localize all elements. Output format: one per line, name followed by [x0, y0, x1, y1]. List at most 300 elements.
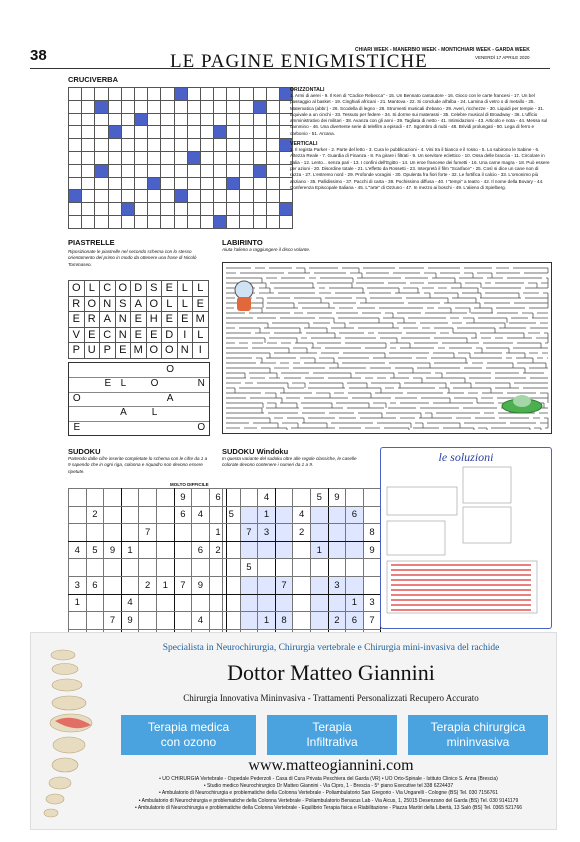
- sudoku-cell[interactable]: [192, 559, 210, 577]
- sudoku-cell[interactable]: [328, 594, 346, 612]
- sudoku-cell[interactable]: [293, 576, 311, 594]
- sudoku-cell[interactable]: [240, 594, 258, 612]
- sudoku-cell[interactable]: [121, 506, 139, 524]
- crossword-cell[interactable]: [227, 88, 240, 101]
- crossword-cell[interactable]: [174, 113, 187, 126]
- crossword-cell[interactable]: [69, 100, 82, 113]
- crossword-cell[interactable]: [174, 139, 187, 152]
- crossword-cell[interactable]: [134, 88, 147, 101]
- sudoku-cell[interactable]: 6: [174, 506, 192, 524]
- sudoku-cell[interactable]: 7: [139, 524, 157, 542]
- crossword-cell[interactable]: [214, 139, 227, 152]
- crossword-cell[interactable]: [134, 215, 147, 228]
- crossword-cell[interactable]: [82, 190, 95, 203]
- sudoku-cell[interactable]: 6: [209, 489, 227, 507]
- sudoku-cell[interactable]: [86, 594, 104, 612]
- crossword-cell[interactable]: [240, 203, 253, 216]
- crossword-cell[interactable]: [227, 139, 240, 152]
- crossword-cell[interactable]: [253, 113, 266, 126]
- sudoku-cell[interactable]: 4: [192, 506, 210, 524]
- crossword-cell[interactable]: [214, 151, 227, 164]
- crossword-cell[interactable]: [82, 113, 95, 126]
- crossword-cell[interactable]: [161, 203, 174, 216]
- crossword-cell[interactable]: [108, 88, 121, 101]
- crossword-cell[interactable]: [240, 113, 253, 126]
- crossword-cell[interactable]: [227, 164, 240, 177]
- sudoku-cell[interactable]: 6: [192, 541, 210, 559]
- crossword-cell[interactable]: [200, 151, 213, 164]
- sudoku-cell[interactable]: [121, 524, 139, 542]
- crossword-cell[interactable]: [95, 113, 108, 126]
- crossword-cell[interactable]: [69, 177, 82, 190]
- sudoku-cell[interactable]: [258, 576, 276, 594]
- sudoku-cell[interactable]: 3: [258, 524, 276, 542]
- crossword-cell[interactable]: [214, 177, 227, 190]
- sudoku-cell[interactable]: 6: [86, 576, 104, 594]
- sudoku-cell[interactable]: 4: [192, 612, 210, 630]
- crossword-cell[interactable]: [161, 215, 174, 228]
- crossword-cell[interactable]: [134, 151, 147, 164]
- sudoku-cell[interactable]: 9: [192, 576, 210, 594]
- crossword-cell[interactable]: [82, 203, 95, 216]
- sudoku-cell[interactable]: [240, 612, 258, 630]
- sudoku-cell[interactable]: [121, 559, 139, 577]
- sudoku-cell[interactable]: [293, 559, 311, 577]
- sudoku-cell[interactable]: [258, 594, 276, 612]
- sudoku-cell[interactable]: [223, 524, 241, 542]
- sudoku-cell[interactable]: [86, 524, 104, 542]
- sudoku-cell[interactable]: 7: [104, 612, 122, 630]
- crossword-cell[interactable]: [69, 88, 82, 101]
- crossword-cell[interactable]: [214, 203, 227, 216]
- crossword-cell[interactable]: [69, 151, 82, 164]
- crossword-cell[interactable]: [95, 151, 108, 164]
- sudoku-cell[interactable]: [104, 594, 122, 612]
- crossword-cell[interactable]: [148, 203, 161, 216]
- crossword-cell[interactable]: [148, 151, 161, 164]
- ad-website-link[interactable]: www.matteogiannini.com: [248, 757, 414, 774]
- sudoku-cell[interactable]: [69, 559, 87, 577]
- sudoku-cell[interactable]: 7: [275, 576, 293, 594]
- sudoku-cell[interactable]: [275, 594, 293, 612]
- crossword-cell[interactable]: [240, 164, 253, 177]
- sudoku-cell[interactable]: [69, 612, 87, 630]
- sudoku-cell[interactable]: [223, 541, 241, 559]
- crossword-cell[interactable]: [121, 126, 134, 139]
- maze[interactable]: [222, 262, 552, 434]
- crossword-cell[interactable]: [161, 177, 174, 190]
- sudoku-cell[interactable]: 7: [363, 612, 381, 630]
- piastrelle-answer-grid[interactable]: [68, 362, 210, 436]
- crossword-cell[interactable]: [121, 100, 134, 113]
- crossword-cell[interactable]: [148, 164, 161, 177]
- crossword-cell[interactable]: [174, 203, 187, 216]
- sudoku-cell[interactable]: [86, 612, 104, 630]
- crossword-cell[interactable]: [82, 100, 95, 113]
- sudoku-cell[interactable]: [223, 594, 241, 612]
- sudoku-cell[interactable]: 1: [258, 506, 276, 524]
- sudoku-cell[interactable]: [139, 594, 157, 612]
- crossword-cell[interactable]: [108, 164, 121, 177]
- crossword-cell[interactable]: [200, 190, 213, 203]
- infiltrative-therapy-button[interactable]: [267, 715, 397, 755]
- sudoku-cell[interactable]: [328, 541, 346, 559]
- crossword-cell[interactable]: [200, 164, 213, 177]
- crossword-cell[interactable]: [253, 190, 266, 203]
- crossword-cell[interactable]: [69, 215, 82, 228]
- sudoku-cell[interactable]: 9: [363, 541, 381, 559]
- crossword-cell[interactable]: [134, 190, 147, 203]
- crossword-cell[interactable]: [161, 190, 174, 203]
- sudoku-grid[interactable]: [68, 488, 227, 647]
- sudoku-cell[interactable]: [293, 594, 311, 612]
- crossword-cell[interactable]: [214, 190, 227, 203]
- sudoku-cell[interactable]: [174, 559, 192, 577]
- sudoku-cell[interactable]: 3: [363, 594, 381, 612]
- sudoku-cell[interactable]: [275, 506, 293, 524]
- sudoku-cell[interactable]: [310, 524, 328, 542]
- crossword-cell[interactable]: [227, 126, 240, 139]
- crossword-cell[interactable]: [253, 177, 266, 190]
- sudoku-cell[interactable]: [69, 524, 87, 542]
- sudoku-cell[interactable]: [258, 559, 276, 577]
- crossword-cell[interactable]: [187, 126, 200, 139]
- sudoku-cell[interactable]: 3: [328, 576, 346, 594]
- crossword-cell[interactable]: [240, 139, 253, 152]
- sudoku-cell[interactable]: [346, 576, 364, 594]
- crossword-cell[interactable]: [266, 126, 279, 139]
- sudoku-cell[interactable]: 9: [174, 489, 192, 507]
- sudoku-cell[interactable]: 9: [121, 612, 139, 630]
- crossword-cell[interactable]: [95, 177, 108, 190]
- sudoku-cell[interactable]: [275, 489, 293, 507]
- crossword-cell[interactable]: [148, 190, 161, 203]
- sudoku-cell[interactable]: 8: [363, 524, 381, 542]
- sudoku-cell[interactable]: [275, 524, 293, 542]
- sudoku-cell[interactable]: [174, 524, 192, 542]
- crossword-cell[interactable]: [266, 139, 279, 152]
- crossword-cell[interactable]: [121, 151, 134, 164]
- sudoku-cell[interactable]: [363, 506, 381, 524]
- crossword-cell[interactable]: [82, 126, 95, 139]
- crossword-cell[interactable]: [266, 215, 279, 228]
- sudoku-cell[interactable]: 1: [346, 594, 364, 612]
- crossword-cell[interactable]: [134, 164, 147, 177]
- sudoku-cell[interactable]: [275, 541, 293, 559]
- crossword-cell[interactable]: [187, 215, 200, 228]
- crossword-cell[interactable]: [187, 139, 200, 152]
- crossword-cell[interactable]: [69, 203, 82, 216]
- sudoku-cell[interactable]: [328, 559, 346, 577]
- crossword-cell[interactable]: [187, 100, 200, 113]
- crossword-cell[interactable]: [227, 113, 240, 126]
- sudoku-cell[interactable]: [174, 594, 192, 612]
- crossword-cell[interactable]: [95, 88, 108, 101]
- sudoku-cell[interactable]: [310, 559, 328, 577]
- crossword-cell[interactable]: [214, 164, 227, 177]
- sudoku-cell[interactable]: [293, 489, 311, 507]
- crossword-cell[interactable]: [69, 126, 82, 139]
- crossword-cell[interactable]: [108, 100, 121, 113]
- crossword-cell[interactable]: [174, 177, 187, 190]
- sudoku-cell[interactable]: [121, 576, 139, 594]
- crossword-cell[interactable]: [108, 203, 121, 216]
- crossword-cell[interactable]: [82, 151, 95, 164]
- crossword-cell[interactable]: [266, 164, 279, 177]
- sudoku-cell[interactable]: [104, 506, 122, 524]
- crossword-cell[interactable]: [200, 139, 213, 152]
- crossword-cell[interactable]: [95, 203, 108, 216]
- sudoku-cell[interactable]: 2: [293, 524, 311, 542]
- sudoku-cell[interactable]: 6: [346, 612, 364, 630]
- crossword-cell[interactable]: [214, 113, 227, 126]
- crossword-cell[interactable]: [148, 139, 161, 152]
- crossword-cell[interactable]: [266, 203, 279, 216]
- crossword-cell[interactable]: [240, 100, 253, 113]
- crossword-cell[interactable]: [187, 113, 200, 126]
- sudoku-cell[interactable]: 1: [156, 576, 174, 594]
- crossword-cell[interactable]: [82, 164, 95, 177]
- sudoku-cell[interactable]: [293, 612, 311, 630]
- sudoku-cell[interactable]: [310, 576, 328, 594]
- crossword-cell[interactable]: [187, 177, 200, 190]
- advertisement[interactable]: [30, 632, 557, 830]
- crossword-cell[interactable]: [161, 100, 174, 113]
- surgical-therapy-button[interactable]: [408, 715, 548, 755]
- crossword-cell[interactable]: [253, 139, 266, 152]
- sudoku-cell[interactable]: [223, 612, 241, 630]
- crossword-cell[interactable]: [134, 177, 147, 190]
- sudoku-cell[interactable]: [346, 541, 364, 559]
- sudoku-cell[interactable]: [346, 559, 364, 577]
- sudoku-cell[interactable]: [139, 506, 157, 524]
- sudoku-cell[interactable]: [363, 559, 381, 577]
- sudoku-cell[interactable]: [328, 524, 346, 542]
- crossword-cell[interactable]: [108, 139, 121, 152]
- crossword-cell[interactable]: [134, 126, 147, 139]
- sudoku-cell[interactable]: 9: [104, 541, 122, 559]
- crossword-cell[interactable]: [200, 215, 213, 228]
- ozone-therapy-button[interactable]: [121, 715, 256, 755]
- crossword-cell[interactable]: [82, 215, 95, 228]
- sudoku-cell[interactable]: [240, 489, 258, 507]
- crossword-cell[interactable]: [108, 215, 121, 228]
- crossword-cell[interactable]: [187, 88, 200, 101]
- sudoku-cell[interactable]: [240, 506, 258, 524]
- sudoku-cell[interactable]: [192, 594, 210, 612]
- sudoku-cell[interactable]: 7: [240, 524, 258, 542]
- sudoku-cell[interactable]: 2: [86, 506, 104, 524]
- crossword-cell[interactable]: [214, 88, 227, 101]
- crossword-cell[interactable]: [253, 203, 266, 216]
- crossword-cell[interactable]: [200, 126, 213, 139]
- sudoku-cell[interactable]: [139, 489, 157, 507]
- crossword-cell[interactable]: [148, 126, 161, 139]
- sudoku-cell[interactable]: [156, 541, 174, 559]
- crossword-cell[interactable]: [227, 203, 240, 216]
- crossword-cell[interactable]: [187, 190, 200, 203]
- crossword-cell[interactable]: [227, 151, 240, 164]
- crossword-cell[interactable]: [161, 151, 174, 164]
- crossword-cell[interactable]: [108, 113, 121, 126]
- crossword-cell[interactable]: [266, 151, 279, 164]
- sudoku-cell[interactable]: [139, 541, 157, 559]
- crossword-cell[interactable]: [227, 190, 240, 203]
- sudoku-cell[interactable]: [69, 506, 87, 524]
- crossword-cell[interactable]: [121, 215, 134, 228]
- crossword-cell[interactable]: [240, 126, 253, 139]
- crossword-cell[interactable]: [253, 151, 266, 164]
- crossword-cell[interactable]: [200, 100, 213, 113]
- sudoku-cell[interactable]: [346, 524, 364, 542]
- crossword-cell[interactable]: [121, 164, 134, 177]
- crossword-cell[interactable]: [266, 190, 279, 203]
- crossword-cell[interactable]: [161, 113, 174, 126]
- sudoku-cell[interactable]: 1: [209, 524, 227, 542]
- sudoku-cell[interactable]: [192, 524, 210, 542]
- crossword-cell[interactable]: [134, 139, 147, 152]
- crossword-cell[interactable]: [266, 100, 279, 113]
- sudoku-cell[interactable]: 3: [69, 576, 87, 594]
- crossword-cell[interactable]: [121, 177, 134, 190]
- sudoku-cell[interactable]: [223, 576, 241, 594]
- sudoku-cell[interactable]: 5: [223, 506, 241, 524]
- crossword-cell[interactable]: [161, 88, 174, 101]
- sudoku-cell[interactable]: [104, 524, 122, 542]
- sudoku-cell[interactable]: [293, 541, 311, 559]
- sudoku-cell[interactable]: [156, 559, 174, 577]
- sudoku-cell[interactable]: [156, 594, 174, 612]
- sudoku-cell[interactable]: 2: [139, 576, 157, 594]
- crossword-cell[interactable]: [121, 88, 134, 101]
- crossword-cell[interactable]: [134, 100, 147, 113]
- crossword-cell[interactable]: [280, 215, 293, 228]
- sudoku-cell[interactable]: [156, 506, 174, 524]
- sudoku-cell[interactable]: [156, 612, 174, 630]
- crossword-cell[interactable]: [266, 88, 279, 101]
- crossword-cell[interactable]: [148, 100, 161, 113]
- crossword-cell[interactable]: [253, 88, 266, 101]
- sudoku-cell[interactable]: [363, 489, 381, 507]
- crossword-cell[interactable]: [200, 203, 213, 216]
- sudoku-cell[interactable]: [363, 576, 381, 594]
- crossword-cell[interactable]: [82, 139, 95, 152]
- sudoku-cell[interactable]: [86, 559, 104, 577]
- crossword-cell[interactable]: [95, 139, 108, 152]
- sudoku-cell[interactable]: [86, 489, 104, 507]
- crossword-cell[interactable]: [82, 88, 95, 101]
- crossword-cell[interactable]: [200, 113, 213, 126]
- sudoku-cell[interactable]: [104, 576, 122, 594]
- crossword-cell[interactable]: [148, 88, 161, 101]
- crossword-cell[interactable]: [187, 203, 200, 216]
- crossword-cell[interactable]: [227, 100, 240, 113]
- sudoku-cell[interactable]: 5: [86, 541, 104, 559]
- sudoku-cell[interactable]: 4: [258, 489, 276, 507]
- crossword-cell[interactable]: [253, 126, 266, 139]
- sudoku-cell[interactable]: [174, 612, 192, 630]
- sudoku-cell[interactable]: [275, 559, 293, 577]
- crossword-cell[interactable]: [82, 177, 95, 190]
- crossword-cell[interactable]: [121, 190, 134, 203]
- sudoku-cell[interactable]: 4: [121, 594, 139, 612]
- sudoku-cell[interactable]: [139, 612, 157, 630]
- sudoku-cell[interactable]: 4: [293, 506, 311, 524]
- sudoku-cell[interactable]: 1: [258, 612, 276, 630]
- sudoku-cell[interactable]: 7: [174, 576, 192, 594]
- crossword-cell[interactable]: [108, 151, 121, 164]
- crossword-cell[interactable]: [108, 177, 121, 190]
- crossword-cell[interactable]: [69, 164, 82, 177]
- sudoku-cell[interactable]: [223, 559, 241, 577]
- sudoku-cell[interactable]: 5: [240, 559, 258, 577]
- sudoku-cell[interactable]: 1: [69, 594, 87, 612]
- sudoku-cell[interactable]: [310, 506, 328, 524]
- sudoku-cell[interactable]: [328, 506, 346, 524]
- crossword-cell[interactable]: [214, 100, 227, 113]
- sudoku-cell[interactable]: 5: [310, 489, 328, 507]
- crossword-cell[interactable]: [134, 203, 147, 216]
- sudoku-cell[interactable]: 4: [69, 541, 87, 559]
- crossword-cell[interactable]: [148, 215, 161, 228]
- sudoku-cell[interactable]: [69, 489, 87, 507]
- sudoku-cell[interactable]: 9: [328, 489, 346, 507]
- crossword-cell[interactable]: [200, 177, 213, 190]
- crossword-cell[interactable]: [240, 215, 253, 228]
- sudoku-cell[interactable]: [240, 541, 258, 559]
- sudoku-cell[interactable]: [104, 559, 122, 577]
- crossword-cell[interactable]: [161, 126, 174, 139]
- crossword-cell[interactable]: [240, 88, 253, 101]
- sudoku-cell[interactable]: [346, 489, 364, 507]
- crossword-grid[interactable]: [68, 87, 293, 229]
- sudoku-cell[interactable]: 1: [121, 541, 139, 559]
- sudoku-cell[interactable]: [156, 489, 174, 507]
- crossword-cell[interactable]: [95, 190, 108, 203]
- sudoku-cell[interactable]: [310, 594, 328, 612]
- crossword-cell[interactable]: [174, 100, 187, 113]
- crossword-cell[interactable]: [121, 139, 134, 152]
- sudoku-cell[interactable]: [192, 489, 210, 507]
- sudoku-cell[interactable]: [223, 489, 241, 507]
- crossword-cell[interactable]: [240, 177, 253, 190]
- sudoku-cell[interactable]: [121, 489, 139, 507]
- sudoku-cell[interactable]: 2: [328, 612, 346, 630]
- sudoku-cell[interactable]: [139, 559, 157, 577]
- sudoku-cell[interactable]: 8: [275, 612, 293, 630]
- crossword-cell[interactable]: [174, 215, 187, 228]
- crossword-cell[interactable]: [174, 151, 187, 164]
- crossword-cell[interactable]: [240, 190, 253, 203]
- sudoku-cell[interactable]: 6: [346, 506, 364, 524]
- crossword-cell[interactable]: [200, 88, 213, 101]
- sudoku-cell[interactable]: [104, 489, 122, 507]
- crossword-cell[interactable]: [174, 126, 187, 139]
- sudoku-cell[interactable]: 2: [209, 541, 227, 559]
- crossword-cell[interactable]: [148, 113, 161, 126]
- crossword-cell[interactable]: [253, 215, 266, 228]
- crossword-cell[interactable]: [266, 177, 279, 190]
- crossword-cell[interactable]: [95, 126, 108, 139]
- crossword-cell[interactable]: [121, 113, 134, 126]
- crossword-cell[interactable]: [161, 139, 174, 152]
- crossword-cell[interactable]: [240, 151, 253, 164]
- sudoku-cell[interactable]: [310, 612, 328, 630]
- windoku-grid[interactable]: [222, 488, 381, 647]
- sudoku-cell[interactable]: [240, 576, 258, 594]
- sudoku-cell[interactable]: [258, 541, 276, 559]
- crossword-cell[interactable]: [161, 164, 174, 177]
